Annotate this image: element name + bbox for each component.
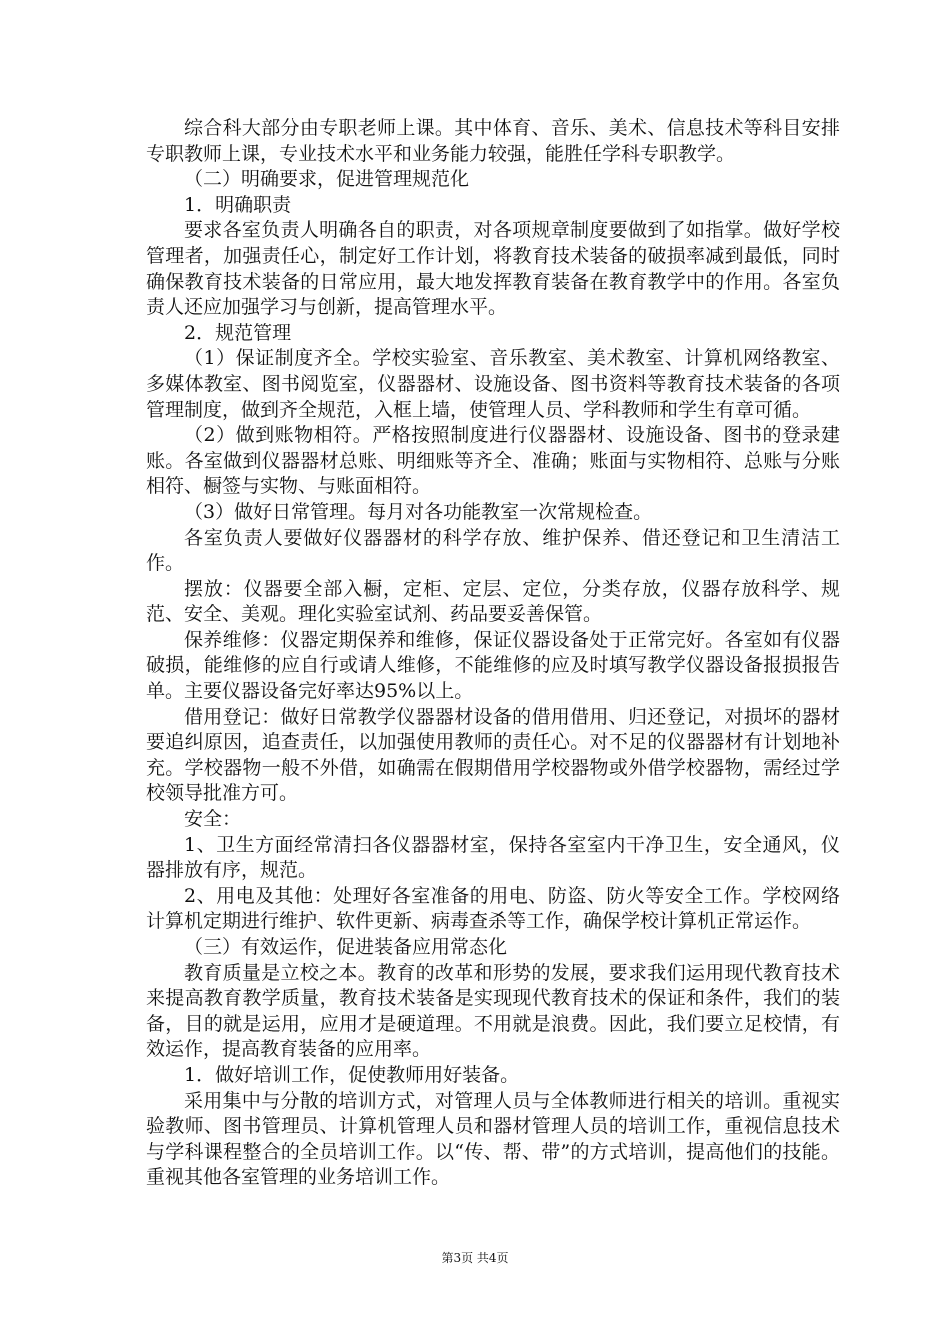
document-body xyxy=(146,116,840,1191)
paragraph-quality: 教育质量是立校之本。教育的改革和形势的发展，要求我们运用现代教育技术来提高教育教学质量，教育技术装备是实现现代教育技术的保证和条件，我们的装备，目的就是运用，应用才是硬道理。不用就是浪费。因此，我们要立足校情，有效运作，提高教育装备的应用率。 xyxy=(146,961,840,1061)
paragraph-placement: 摆放：仪器要全部入橱，定柜、定层、定位，分类存放，仪器存放科学、规范、安全、美观。理化实验室试剂、药品要妥善保管。 xyxy=(146,577,840,626)
paragraph-training: 采用集中与分散的培训方式，对管理人员与全体教师进行相关的培训。重视实验教师、图书管理员、计算机管理人员和器材管理人员的培训工作，重视信息技术与学科课程整合的全员培训工作。以“传、帮、带”的方式培训，提高他们的技能。重视其他各室管理的业务培训工作。 xyxy=(146,1089,840,1189)
paragraph-hygiene: 1、卫生方面经常清扫各仪器器材室，保持各室室内干净卫生，安全通风，仪器排放有序，规范。 xyxy=(146,833,840,882)
paragraph-borrowing: 借用登记：做好日常教学仪器器材设备的借用借用、归还登记，对损坏的器材要追纠原因，追查责任，以加强使用教师的责任心。对不足的仪器器材有计划地补充。学校器物一般不外借，如确需在假期借用学校器物或外借学校器物，需经过学校领导批准方可。 xyxy=(146,705,840,805)
subheading-duties: 1．明确职责 xyxy=(184,193,292,216)
paragraph-intro: 综合科大部分由专职老师上课。其中体育、音乐、美术、信息技术等科目安排专职教师上课，专业技术水平和业务能力较强，能胜任学科专职教学。 xyxy=(146,117,840,165)
paragraph-electricity: 2、用电及其他：处理好各室准备的用电、防盗、防火等安全工作。学校网络计算机定期进行维护、软件更新、病毒查杀等工作，确保学校计算机正常运作。 xyxy=(146,884,840,933)
subheading-training: 1．做好培训工作，促使教师用好装备。 xyxy=(184,1063,520,1086)
paragraph-accounts: （2）做到账物相符。严格按照制度进行仪器器材、设施设备、图书的登录建账。各室做到仪器器材总账、明细账等齐全、准确；账面与实物相符、总账与分账相符、橱签与实物、与账面相符。 xyxy=(146,424,840,498)
paragraph-daily: （3）做好日常管理。每月对各功能教室一次常规检查。 xyxy=(184,500,653,523)
subheading-safety: 安全： xyxy=(184,808,242,831)
paragraph-responsibility: 各室负责人要做好仪器器材的科学存放、维护保养、借还登记和卫生清洁工作。 xyxy=(146,526,840,575)
page-footer: 第3页 共4页 xyxy=(441,1251,509,1265)
section-heading-3: （三）有效运作，促进装备应用常态化 xyxy=(184,936,508,958)
subheading-management: 2．规范管理 xyxy=(184,321,292,344)
paragraph-rules: （1）保证制度齐全。学校实验室、音乐教室、美术教室、计算机网络教室、多媒体教室、图书阅览室，仪器器材、设施设备、图书资料等教育技术装备的各项管理制度，做到齐全规范，入框上墙，使管理人员、学科教师和学生有章可循。 xyxy=(146,347,840,421)
section-heading-2: （二）明确要求，促进管理规范化 xyxy=(184,168,470,191)
paragraph-duties: 要求各室负责人明确各自的职责，对各项规章制度要做到了如指掌。做好学校管理者，加强责任心，制定好工作计划，将教育技术装备的破损率减到最低，同时确保教育技术装备的日常应用，最大地发挥教育装备在教育教学中的作用。各室负责人还应加强学习与创新，提高管理水平。 xyxy=(146,219,840,319)
paragraph-maintenance: 保养维修：仪器定期保养和维修，保证仪器设备处于正常完好。各室如有仪器破损，能维修的应自行或请人维修，不能维修的应及时填写教学仪器设备报损报告单。主要仪器设备完好率达95%以上。 xyxy=(146,628,840,703)
